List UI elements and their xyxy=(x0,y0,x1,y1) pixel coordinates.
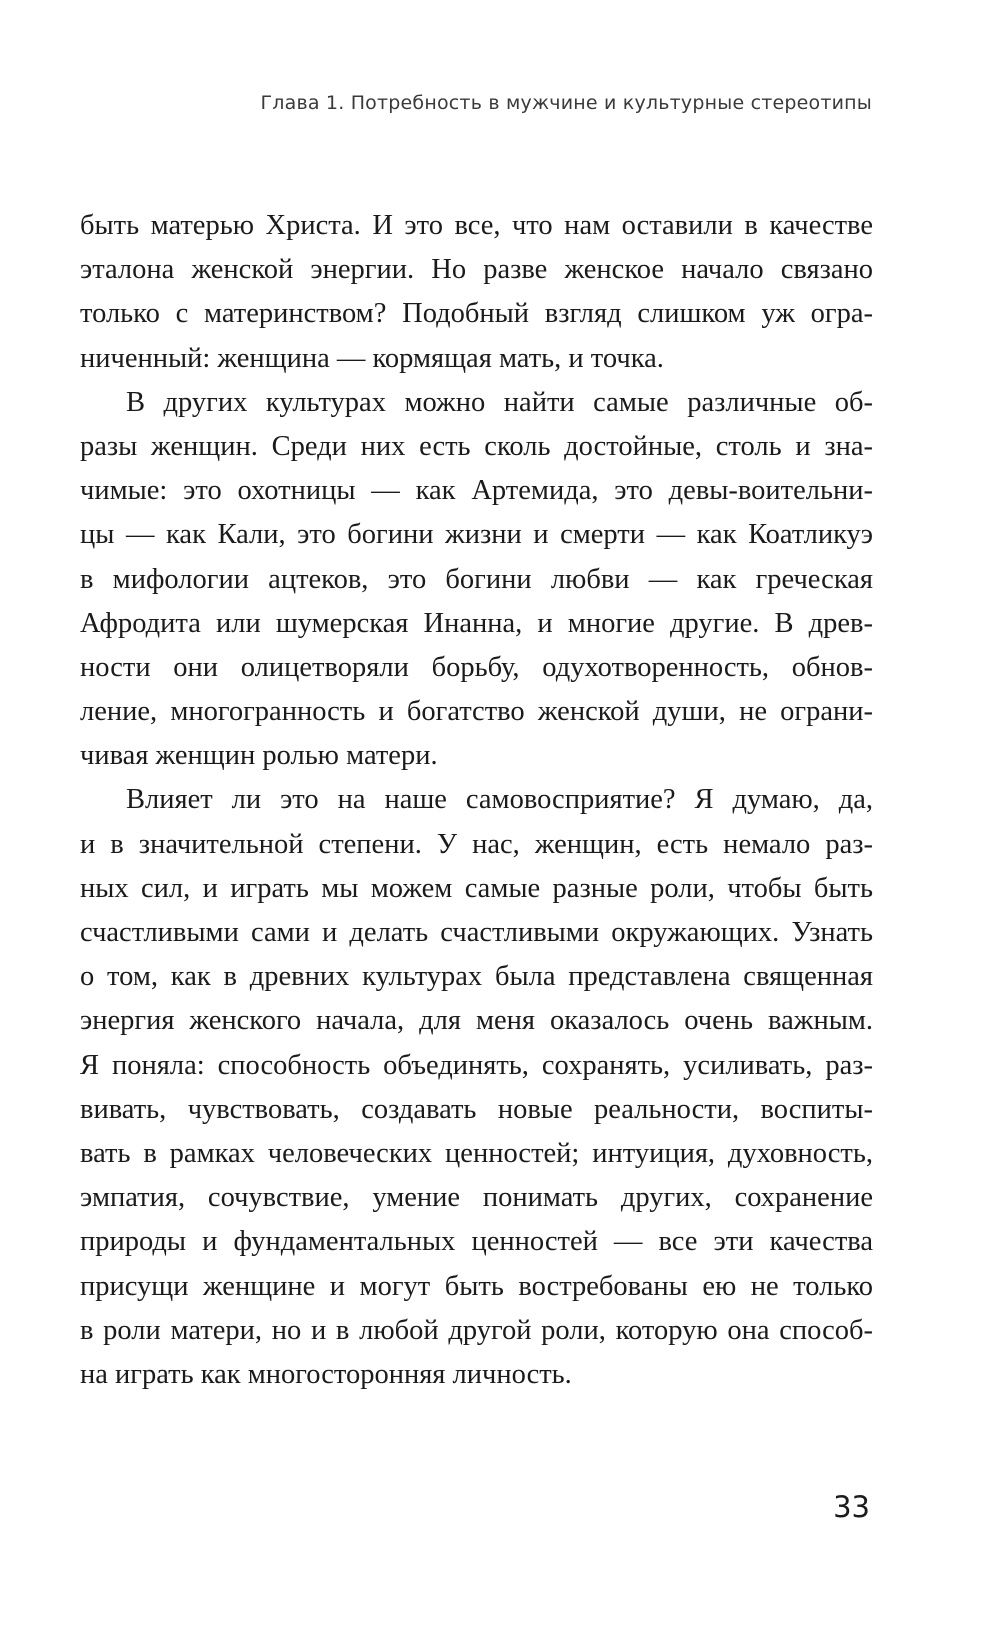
text-line: ление, многогранность и богатство женской души, не ограни- xyxy=(80,696,873,728)
paragraph-3 xyxy=(80,778,873,1397)
text-line: в мифологии ацтеков, это богини любви — как греческая xyxy=(80,563,873,595)
text-line: чимые: это охотницы — как Артемида, это девы-воительни- xyxy=(80,475,873,507)
text-line: ниченный: женщина — кормящая мать, и точка. xyxy=(80,342,664,374)
text-line: В других культурах можно найти самые различные об- xyxy=(126,386,873,418)
text-line: только с материнством? Подобный взгляд слишком уж огра- xyxy=(80,298,873,330)
text-line: эталона женской энергии. Но разве женское начало связано xyxy=(80,254,873,286)
page-number: 33 xyxy=(833,1490,870,1524)
text-line: разы женщин. Среди них есть сколь достойные, столь и зна- xyxy=(80,430,873,462)
text-line: и в значительной степени. У нас, женщин, есть немало раз- xyxy=(80,828,873,860)
text-line: на играть как многосторонняя личность. xyxy=(80,1358,572,1390)
text-line: энергия женского начала, для меня оказалось очень важным. xyxy=(80,1005,873,1037)
text-line: присущи женщине и могут быть востребованы ею не только xyxy=(80,1270,873,1302)
text-line: ности они олицетворяли борьбу, одухотворенность, обнов- xyxy=(80,651,873,683)
text-line: Влияет ли это на наше самовосприятие? Я думаю, да, xyxy=(126,784,873,816)
running-header: Глава 1. Потребность в мужчине и культурные стереотипы xyxy=(260,92,872,114)
text-line: цы — как Кали, это богини жизни и смерти — как Коатликуэ xyxy=(80,519,873,551)
text-line: чивая женщин ролью матери. xyxy=(80,740,438,772)
paragraph-1 xyxy=(80,204,873,381)
text-line: о том, как в древних культурах была представлена священная xyxy=(80,961,873,993)
text-line: Я поняла: способность объединять, сохранять, усиливать, раз- xyxy=(80,1049,873,1081)
text-line: вивать, чувствовать, создавать новые реальности, воспиты- xyxy=(80,1093,873,1125)
paragraph-2 xyxy=(80,381,873,779)
text-line: вать в рамках человеческих ценностей; интуиция, духовность, xyxy=(80,1137,873,1169)
body-text xyxy=(80,204,873,1397)
text-line: природы и фундаментальных ценностей — все эти качества xyxy=(80,1226,873,1258)
text-line: в роли матери, но и в любой другой роли, которую она способ- xyxy=(80,1314,873,1346)
text-line: Афродита или шумерская Инанна, и многие другие. В древ- xyxy=(80,607,873,639)
text-line: быть матерью Христа. И это все, что нам оставили в качестве xyxy=(80,210,873,241)
text-line: ных сил, и играть мы можем самые разные роли, чтобы быть xyxy=(80,872,873,904)
text-line: эмпатия, сочувствие, умение понимать других, сохранение xyxy=(80,1182,873,1214)
text-line: счастливыми сами и делать счастливыми окружающих. Узнать xyxy=(80,917,873,948)
